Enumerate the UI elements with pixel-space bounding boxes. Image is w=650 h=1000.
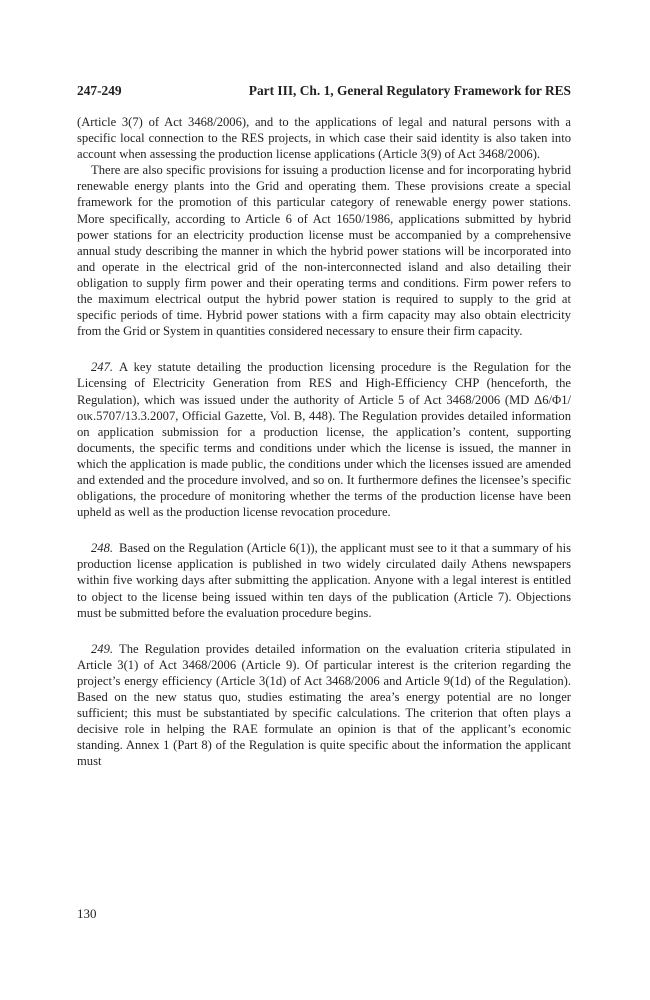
section-249: [77, 641, 571, 770]
section-number: 249.: [91, 641, 114, 656]
header-chapter-title: Part III, Ch. 1, General Regulatory Framework for RES: [248, 83, 571, 98]
section-number: 248.: [91, 541, 114, 556]
section-text: The Regulation provides detailed information on the evaluation criteria stipulated in Article 3(1) of Act 3468/2006 (Article 9). Of particular interest is the criterion regarding the project’s energy efficiency (Article 3(1d) of Act 3468/2006 and Article 9(1d) of the Regulation). Based on the new status quo, studies estimating the area’s energy potential are no longer sufficient; this must be substantiated by specific calculations. The criterion that often plays a decisive role in helping the RAE formulate an opinion is that of the applicant’s economic standing. Annex 1 (Part 8) of the Regulation is quite specific about the information the applicant must: [77, 641, 571, 769]
hybrid-stations-paragraph: There are also specific provisions for issuing a production license and for incorporating hybrid renewable energy plants into the Grid and operating them. These provisions create a special framework for the promotion of this particular category of renewable energy power stations. More specifically, according to Article 6 of Act 1650/1986, applications submitted by hybrid power stations for an electricity production license must be accompanied by a comprehensive annual study describing the manner in which the hybrid power stations will be incorporated into and operate in the electrical grid of the non-interconnected island and also detailing their obligation to supply firm power and their operating terms and conditions. Firm power refers to the maximum electrical output the hybrid power station is required to supply to the grid at specific periods of time. Hybrid power stations with a firm capacity may also obtain electricity from the Grid or System in quantities considered necessary to ensure their firm capacity.: [77, 163, 571, 339]
section-text: A key statute detailing the production licensing procedure is the Regulation for the Licensing of Electricity Generation from RES and High-Efficiency CHP (henceforth, the Regulation), which was issued under the authority of Article 5 of Act 3468/2006 (MD Δ6/Φ1/οικ.5707/13.3.2007, Official Gazette, Vol. B, 448). The Regulation provides detailed information on application submission for a production license, the application’s content, supporting documents, the specific terms and conditions under which the license is issued, the manner in which the application is made public, the conditions under which the licenses issued are amended and extended and the procedure involved, and so on. It furthermore defines the licensee’s specific obligations, the procedure of monitoring whether the terms of the production license have been upheld as well as the production license revocation procedure.: [77, 360, 571, 520]
section-text: Based on the Regulation (Article 6(1)), the applicant must see to it that a summary of his production license application is published in two widely circulated daily Athens newspapers within five working days after submitting the application. Anyone with a legal interest is entitled to object to the license being issued within ten days of the publication (Article 7). Objections must be submitted before the evaluation procedure begins.: [77, 541, 571, 620]
section-247: [77, 359, 571, 520]
page-number: 130: [77, 906, 97, 921]
header-paragraph-range: 247-249: [77, 83, 122, 98]
section-248: [77, 540, 571, 620]
section-number: 247.: [91, 360, 114, 375]
running-header: [77, 82, 571, 100]
intro-paragraph: (Article 3(7) of Act 3468/2006), and to the applications of legal and natural persons with a specific local connection to the RES projects, in which case their said identity is also taken into account when assessing the production license applications (Article 3(9) of Act 3468/2006).: [77, 115, 571, 162]
page-body: [77, 114, 571, 769]
